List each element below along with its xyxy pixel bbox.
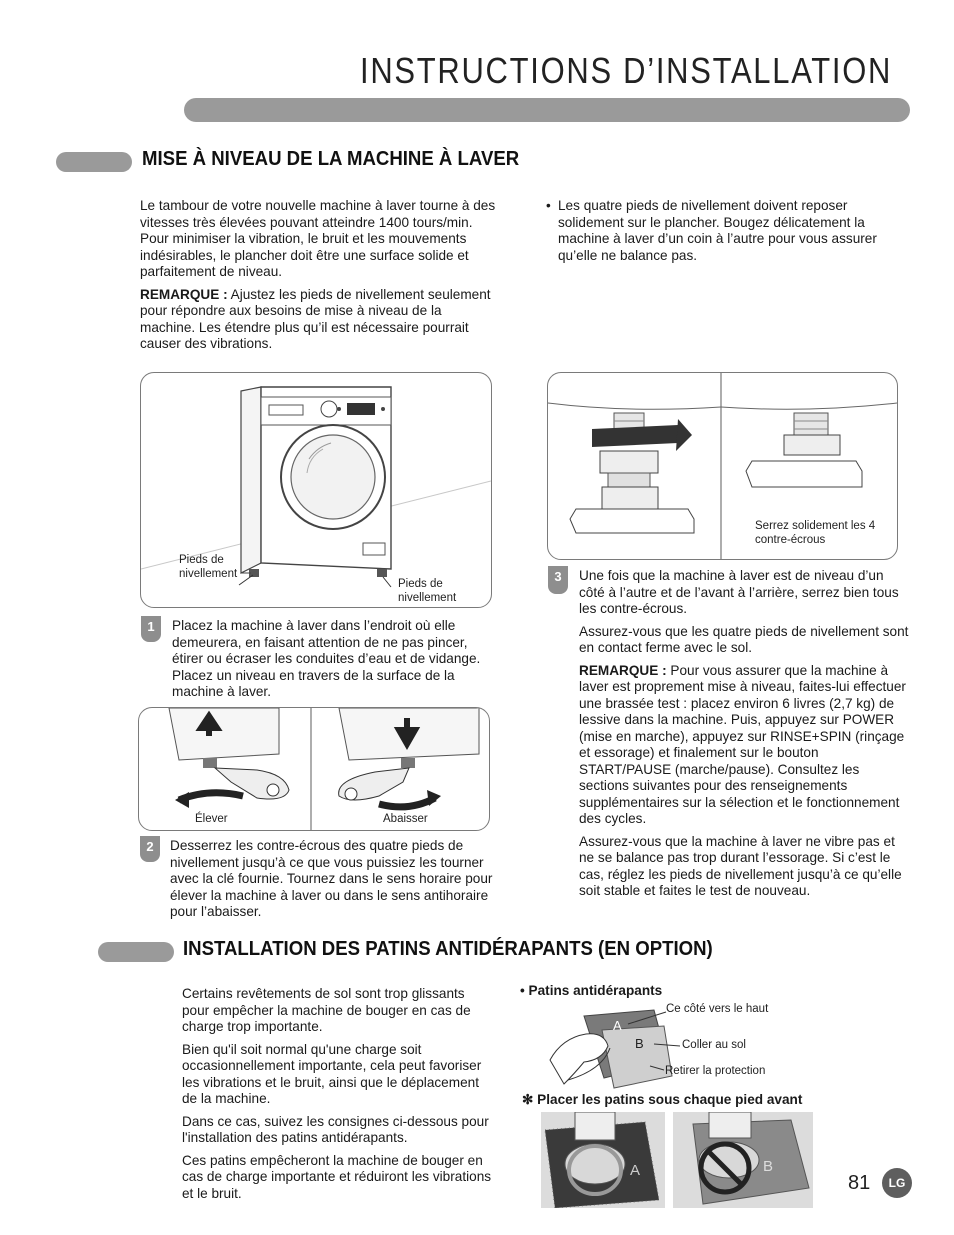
lg-logo-icon: LG (882, 1168, 912, 1198)
place-pads-note: ✻ Placer les patins sous chaque pied avant (522, 1092, 803, 1107)
pads-paragraph-4: Ces patins empêcheront la machine de bouger en cas de charge importante et réduiront les vibrations et le bruit. (182, 1152, 492, 1201)
pads-title: • Patins antidérapants (520, 983, 663, 998)
label-stick-to-floor: Coller au sol (682, 1039, 746, 1051)
section-heading-pads: INSTALLATION DES PATINS ANTIDÉRAPANTS (EN OPTION) (183, 938, 713, 960)
pads-paragraph-1: Certains revêtements de sol sont trop glissants pour empêcher la machine de bouger en cas de charge trop importante. (182, 986, 471, 1034)
pad-a-letter: A (630, 1162, 641, 1179)
step3-paragraph-4: Assurez-vous que la machine à laver ne vibre pas et ne se balance pas trop durant l’essorage. Si c’est le cas, réglez les pieds de nivellement jusqu’à ce qu’elle soit stable et faites le test de nouveau. (579, 833, 902, 898)
page-title: INSTRUCTIONS D’INSTALLATION (360, 50, 893, 91)
page-number: 81 (848, 1172, 871, 1194)
washer-figure (140, 372, 492, 608)
note-label: REMARQUE : (140, 286, 228, 302)
intro-text (140, 198, 500, 359)
pad-letter-b: B (635, 1036, 644, 1051)
step3-note-label: REMARQUE : (579, 662, 667, 678)
leveling-feet-label-right: Pieds de nivellement (398, 578, 457, 604)
foot-adjust-illustration (139, 708, 489, 830)
raise-lower-figure (138, 707, 490, 831)
pads-text (182, 986, 492, 1208)
raise-label: Élever (195, 813, 228, 825)
label-this-side-up: Ce côté vers le haut (666, 1003, 769, 1015)
step-badge-2: 2 (140, 836, 160, 862)
label-remove-backing: Retirer la protection (665, 1065, 766, 1077)
intro-paragraph: Le tambour de votre nouvelle machine à laver tourne à des vitesses très élevées pouvant atteindre 1400 tours/min. Pour minimiser la vibration, le bruit et les mouvements indésirables, le plancher doit être une surface solide et parfaitement de niveau. (140, 198, 496, 279)
step2-text: Desserrez les contre-écrous des quatre pieds de nivellement jusqu’à ce que vous puissiez les tourner avec la clé fournie. Tournez dans le sens horaire pour élever la machine à laver ou dans le sens antihoraire pour l’abaisser. (170, 838, 493, 919)
step-badge-1: 1 (141, 616, 161, 642)
pad-wrong-image (673, 1112, 813, 1208)
section-pill (98, 942, 174, 962)
pad-correct-illustration (541, 1112, 665, 1208)
step3-paragraph-1: Une fois que la machine à laver est de niveau d’un côté à l’autre et de l’avant à l’arrière, serrez bien tous les contre-écrous. (579, 568, 899, 616)
locknut-caption: Serrez solidement les 4 contre-écrous (755, 520, 876, 546)
pads-paragraph-3: Dans ce cas, suivez les consignes ci-dessous pour l'installation des patins antidérapants. (182, 1113, 489, 1145)
bullet-item (546, 198, 906, 264)
lower-label: Abaisser (383, 813, 428, 825)
pads-paragraph-2: Bien qu'il soit normal qu'une charge soit occasionnellement importante, cela peut favoriser les vibrations et le bruit, ainsi que le déplacement de la machine. (182, 1041, 482, 1106)
pad-b-letter: B (763, 1158, 774, 1175)
note-text: Ajustez les pieds de nivellement seulement pour répondre aux besoins de mise à niveau de la machine. Les étendre plus qu’il est nécessaire pourrait causer des vibrations. (140, 286, 491, 351)
note-paragraph (140, 287, 500, 353)
leveling-feet-label-left: Pieds de nivellement (179, 554, 238, 580)
step-badge-3: 3 (548, 566, 568, 594)
bullet-dot: • (546, 198, 551, 213)
section-pill (56, 152, 132, 172)
pad-letter-a: A (613, 1018, 622, 1033)
bullet-text: Les quatre pieds de nivellement doivent reposer solidement sur le plancher. Bougez délicatement la machine à laver d’un coin à l’autre pour vous assurer qu’elle ne balance pas. (558, 198, 877, 263)
locknut-figure (547, 372, 898, 560)
step3-note (579, 663, 909, 828)
step3-paragraph-2: Assurez-vous que les quatre pieds de nivellement sont en contact ferme avec le sol. (579, 623, 909, 655)
step3-note-text: Pour vous assurer que la machine à laver est proprement mise à niveau, faites-lui effectuer une brassée test : placez environ 6 livres (2,7 kg) de lessive dans la machine. Puis, appuyez sur POWER (mise en marche), appuyez sur RINSE+SPIN (rinçage et essorage) et finalement sur le bouton START/PAUSE (marche/pause). Consultez les sections suivantes pour des renseignements supplémentaires sur la sélection et le fonctionnement des cycles. (579, 662, 906, 826)
step1-text: Placez la machine à laver dans l’endroit où elle demeurera, en faisant attention de ne pas pincer, étirer ou écraser les conduites d’eau et de vidange. Placez un niveau en travers de la surface de la machine à laver. (172, 618, 481, 699)
title-bar (184, 98, 910, 122)
pad-correct-image (541, 1112, 665, 1208)
section-heading-leveling: MISE À NIVEAU DE LA MACHINE À LAVER (142, 148, 520, 170)
pad-wrong-illustration (673, 1112, 813, 1208)
step3-text (579, 568, 909, 906)
